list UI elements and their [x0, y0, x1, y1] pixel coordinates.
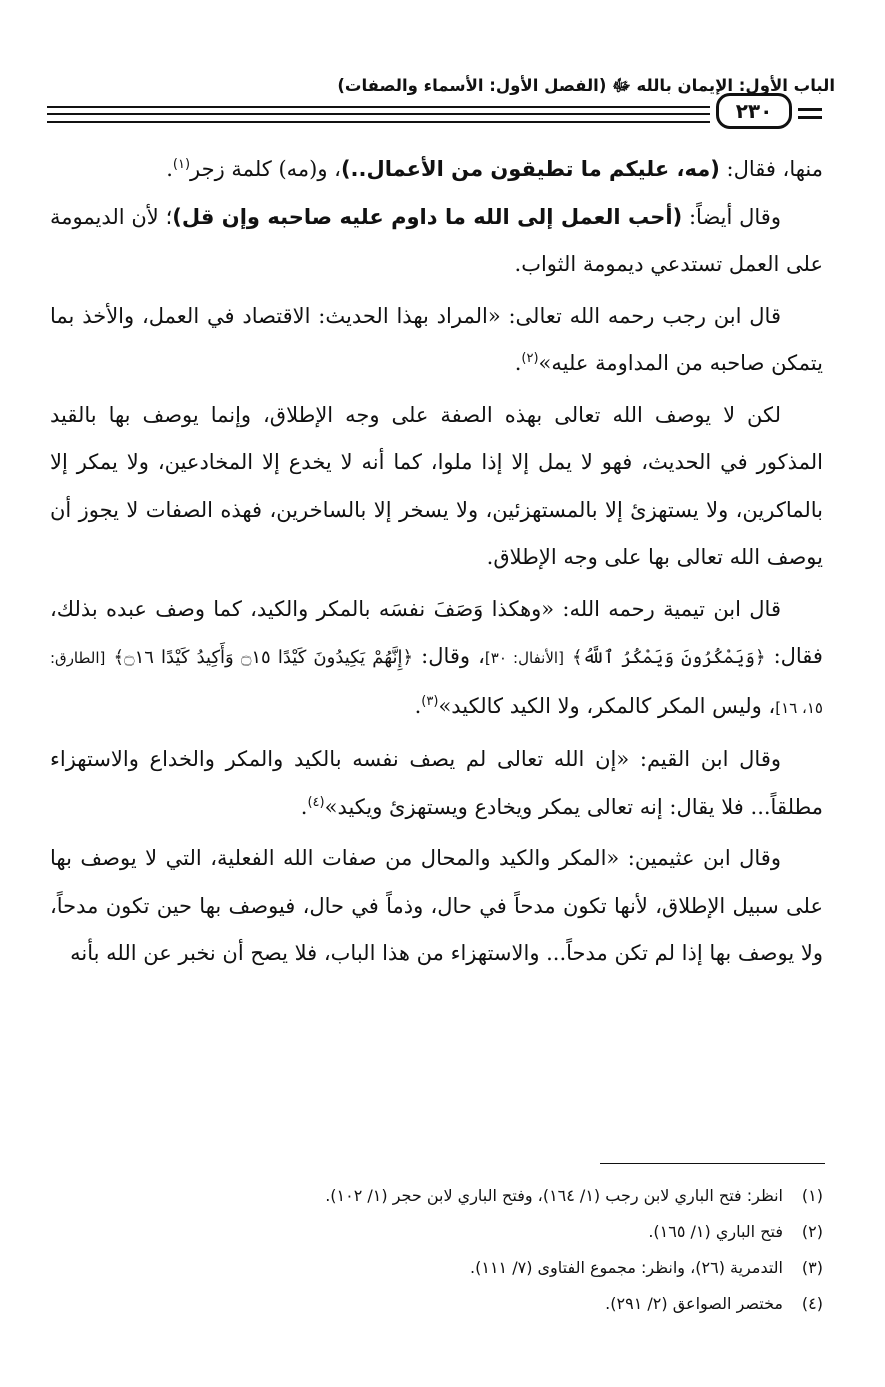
- footnote: [50, 1178, 823, 1214]
- text-run: ، وليس المكر كالمكر، ولا الكيد كالكيد»: [438, 693, 776, 718]
- footnote-marker[interactable]: (١): [172, 157, 191, 172]
- footnote-separator: [600, 1163, 825, 1164]
- footnote-number: (٢): [801, 1222, 823, 1241]
- footnote-number: (٤): [801, 1294, 823, 1313]
- header-rule: [47, 113, 710, 115]
- footnote: [50, 1286, 823, 1322]
- footnote: [50, 1250, 823, 1286]
- ayah-reference: [الأنفال: ٣٠]: [484, 649, 564, 667]
- header-rule: [47, 121, 710, 123]
- paragraph: [50, 146, 823, 194]
- quran-ayah: ﴿إِنَّهُمْ يَكِيدُونَ كَيْدًا ۝١٥ وَأَكِيدُ كَيْدًا ۝١٦﴾: [113, 647, 414, 668]
- footnote-text: التدمرية (٢٦)، وانظر: مجموع الفتاوى (٧/ ١١١).: [470, 1258, 783, 1277]
- page-number-ornament: [798, 108, 822, 111]
- text-run: وقال ابن عثيمين: «المكر والكيد والمحال من صفات الله الفعلية، التي لا يوصف بها على سبيل الإطلاق، لأنها تكون مدحاً في حال، وذماً في حال، فيوصف بها حين تكون مدحاً، ولا يوصف بها إذا لم تكن مدحاً... والاستهزاء من هذا الباب، فلا يصح أن نخبر عن الله بأنه: [50, 846, 823, 965]
- footnote-marker[interactable]: (٤): [307, 794, 325, 810]
- text-run: .: [514, 351, 522, 375]
- footnote-text: انظر: فتح الباري لابن رجب (١/ ١٦٤)، وفتح الباري لابن حجر (١/ ١٠٢).: [325, 1186, 783, 1205]
- text-run: .: [300, 794, 308, 819]
- text-run: لكن لا يوصف الله تعالى بهذه الصفة على وجه الإطلاق، وإنما يوصف بها بالقيد المذكور في الحديث، فهو لا يمل إلا إذا ملوا، كما أنه لا يخدع إلا المخادعين، ولا يمكر إلا بالماكرين، ولا يستهزئ إلا بالمستهزئين، ولا يسخر إلا بالساخرين، فهذه الصفات لا يجوز أن يوصف الله تعالى بها على وجه الإطلاق.: [50, 402, 823, 569]
- text-run: .: [166, 157, 173, 181]
- text-run: قال ابن رجب رحمه الله تعالى: «المراد بهذا الحديث: الاقتصاد في العمل، والأخذ بما يتمكن صاحبه من المداومة عليه»: [50, 303, 823, 375]
- footnote-text: مختصر الصواعق (٢/ ٢٩١).: [605, 1294, 783, 1313]
- footnote-number: (١): [801, 1186, 823, 1205]
- quran-ayah: ﴿وَيَمْكُرُونَ وَيَمْكُرُ ٱللَّهُ﴾: [572, 647, 766, 668]
- running-header: الباب الأول: الإيمان بالله ﷻ (الفصل الأول: الأسماء والصفات): [337, 76, 835, 95]
- header-rule: [47, 106, 710, 108]
- text-run: وقال ابن القيم: «إن الله تعالى لم يصف نفسه بالكيد والمكر والخداع والاستهزاء مطلقاً... فلا يقال: إنه تعالى يمكر ويخادع ويستهزئ ويكيد»: [50, 747, 823, 819]
- footnote-number: (٣): [801, 1258, 823, 1277]
- text-run: ؛ لأن الديمومة على العمل تستدعي ديمومة الثواب.: [50, 204, 823, 276]
- hadith-quote: (أحب العمل إلى الله ما داوم عليه صاحبه وإن قل): [172, 204, 683, 229]
- hadith-quote: (مه، عليكم ما تطيقون من الأعمال..): [340, 157, 720, 181]
- paragraph: [50, 194, 823, 289]
- text-run: ، وقال:: [413, 644, 485, 668]
- text-run: وقال أيضاً:: [682, 204, 781, 229]
- text-run: قال ابن تيمية رحمه الله: «وهكذا وَصَفَ نفسَه بالمكر والكيد، كما وصف عبده بذلك، فقال:: [50, 596, 823, 668]
- paragraph: [50, 835, 823, 978]
- paragraph: [50, 392, 823, 582]
- paragraph: [50, 736, 823, 831]
- footnote: [50, 1214, 823, 1250]
- page-number: ٢٣٠: [716, 93, 792, 129]
- footnotes: [50, 1178, 823, 1322]
- text-run: .: [414, 693, 422, 718]
- text-run: منها، فقال:: [719, 157, 823, 181]
- footnote-text: فتح الباري (١/ ١٦٥).: [648, 1222, 783, 1241]
- footnote-marker[interactable]: (٣): [421, 693, 439, 709]
- text-run: ، و(مه) كلمة زجر: [190, 157, 341, 181]
- footnote-marker[interactable]: (٢): [521, 351, 539, 366]
- ayah-reference: [الطارق: ١٥، ١٦]: [50, 649, 823, 717]
- paragraph: [50, 586, 823, 733]
- paragraph: [50, 293, 823, 388]
- body-text: [50, 146, 823, 978]
- page-number-ornament: [798, 116, 822, 119]
